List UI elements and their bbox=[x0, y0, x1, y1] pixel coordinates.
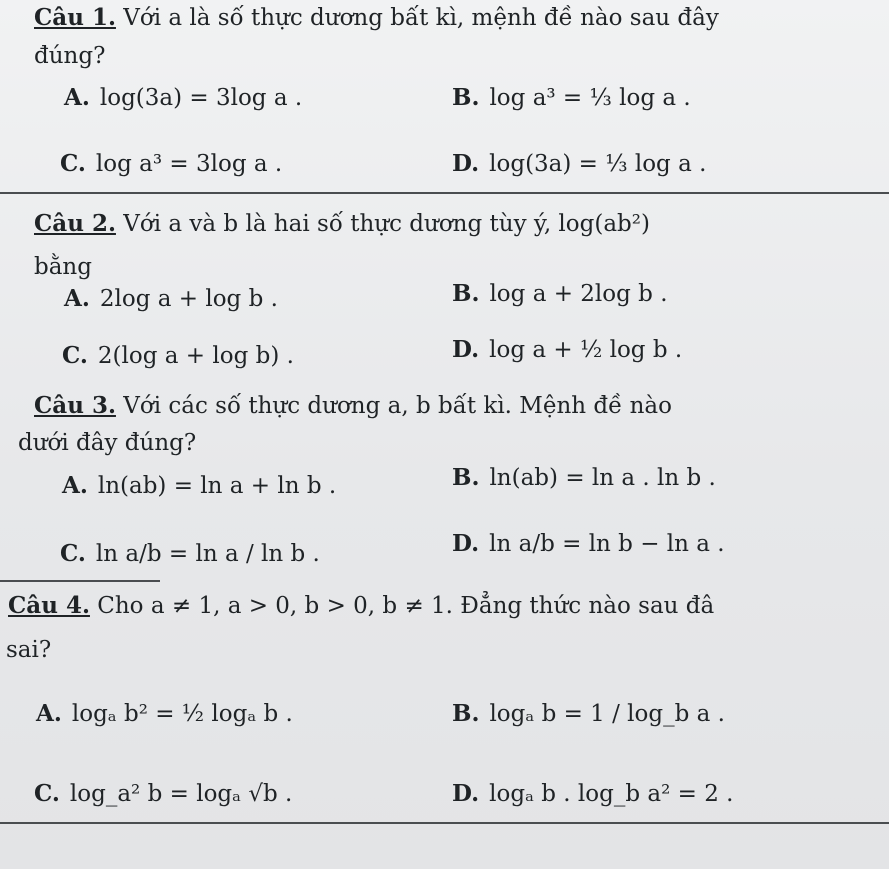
question-4-stem-line1: Câu 4. Cho a ≠ 1, a > 0, b > 0, b ≠ 1. Đẳng thức nào sau đâ bbox=[8, 592, 715, 619]
question-1-stem-line1: Câu 1. Với a là số thực dương bất kì, mệnh đề nào sau đây bbox=[34, 4, 719, 31]
question-4-option-c: C. log_a² b = logₐ √b . bbox=[34, 780, 293, 807]
question-1-option-b: B. log a³ = ⅓ log a . bbox=[452, 84, 691, 111]
question-1-stem-line2: đúng? bbox=[34, 43, 106, 69]
bottom-divider bbox=[0, 822, 889, 824]
question-1-option-c: C. log a³ = 3log a . bbox=[60, 150, 283, 177]
question-4-option-d: D. logₐ b . log_b a² = 2 . bbox=[452, 780, 734, 807]
question-2-option-a: A. 2log a + log b . bbox=[64, 285, 278, 312]
question-2-stem-line1: Câu 2. Với a và b là hai số thực dương tùy ý, log(ab²) bbox=[34, 210, 650, 237]
question-4-option-a: A. logₐ b² = ½ logₐ b . bbox=[36, 700, 293, 727]
question-3-option-a: A. ln(ab) = ln a + ln b . bbox=[62, 472, 337, 499]
question-3-option-c: C. ln a/b = ln a / ln b . bbox=[60, 540, 320, 567]
question-4-stem-line2: sai? bbox=[6, 637, 52, 663]
question-3-stem-line1: Câu 3. Với các số thực dương a, b bất kì. Mệnh đề nào bbox=[34, 392, 672, 419]
question-3-option-d: D. ln a/b = ln b − ln a . bbox=[452, 530, 725, 557]
question-2-option-b: B. log a + 2log b . bbox=[452, 280, 668, 307]
question-3-stem-line2: dưới đây đúng? bbox=[18, 430, 197, 456]
question-2-option-c: C. 2(log a + log b) . bbox=[62, 342, 294, 369]
question-4-option-b: B. logₐ b = 1 / log_b a . bbox=[452, 700, 725, 727]
question-3-option-b: B. ln(ab) = ln a . ln b . bbox=[452, 464, 716, 491]
section-divider-partial bbox=[0, 580, 160, 582]
question-1-option-d: D. log(3a) = ⅓ log a . bbox=[452, 150, 707, 177]
question-1-option-a: A. log(3a) = 3log a . bbox=[64, 84, 303, 111]
question-2-stem-line2: bằng bbox=[34, 254, 92, 280]
section-divider bbox=[0, 192, 889, 194]
question-2-option-d: D. log a + ½ log b . bbox=[452, 336, 683, 363]
